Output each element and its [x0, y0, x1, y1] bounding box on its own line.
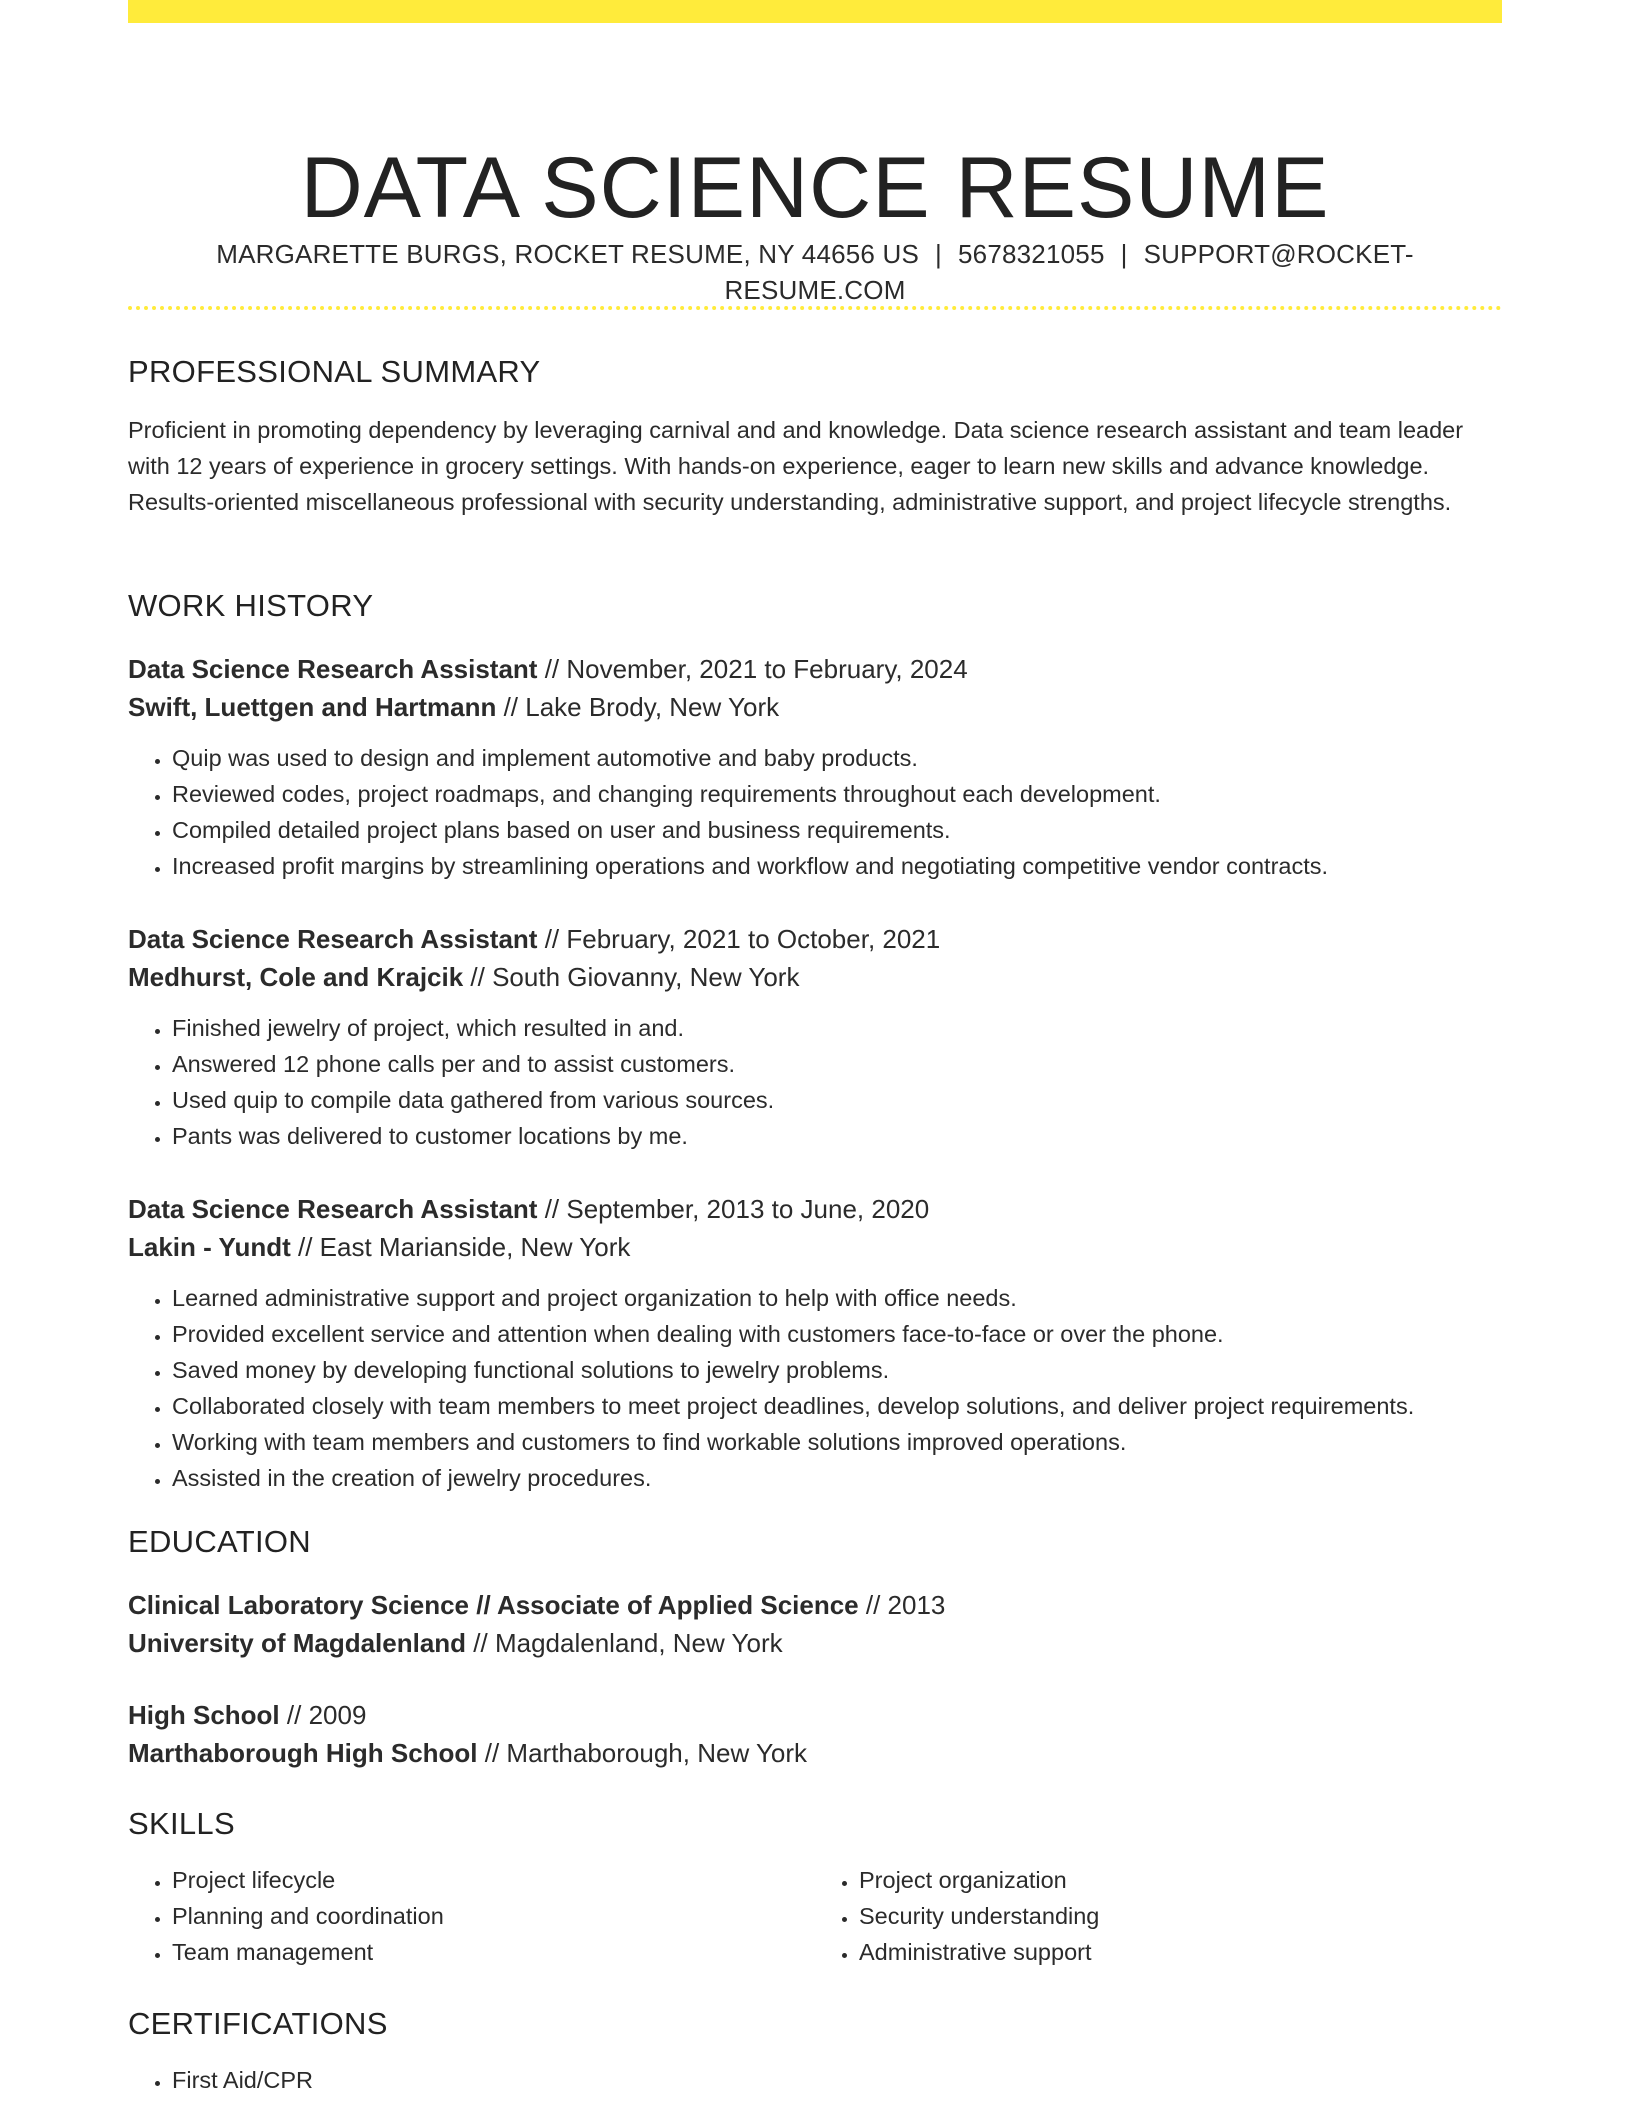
certifications-section — [128, 2004, 1502, 2098]
education-entry-1 — [128, 1586, 1502, 1662]
list-item: • Saved money by developing functional solutions to jewelry problems. — [172, 1352, 1502, 1388]
dotted-divider — [128, 306, 1502, 310]
contact-line — [128, 236, 1502, 308]
list-item: • Security understanding — [859, 1898, 1502, 1934]
education-heading: EDUCATION — [128, 1524, 311, 1559]
job-title-line — [128, 1190, 1502, 1228]
list-item: • Reviewed codes, project roadmaps, and changing requirements throughout each development. — [172, 776, 1502, 812]
list-item: • Team management — [172, 1934, 815, 1970]
list-item: • Used quip to compile data gathered from various sources. — [172, 1082, 1502, 1118]
job-company-line — [128, 688, 1502, 726]
skills-section — [128, 1804, 1502, 1970]
list-item: • Quip was used to design and implement automotive and baby products. — [172, 740, 1502, 776]
skills-right-list — [815, 1862, 1502, 1970]
job-title-line — [128, 650, 1502, 688]
list-item: • Provided excellent service and attention when dealing with customers face-to-face or over the phone. — [172, 1316, 1502, 1352]
job-bullets — [128, 1280, 1502, 1496]
job-dates: // September, 2013 to June, 2020 — [537, 1194, 930, 1224]
skills-heading: SKILLS — [128, 1806, 235, 1841]
degree-year: // 2009 — [279, 1700, 367, 1730]
job-company-line — [128, 1228, 1502, 1266]
contact-address: MARGARETTE BURGS, ROCKET RESUME, NY 44656 US — [216, 239, 920, 269]
summary-section — [128, 352, 1502, 520]
job-dates: // November, 2021 to February, 2024 — [537, 654, 968, 684]
job-entry-1 — [128, 650, 1502, 884]
job-location: // Lake Brody, New York — [496, 692, 780, 722]
contact-phone: 5678321055 — [958, 239, 1105, 269]
list-item: • Planning and coordination — [172, 1898, 815, 1934]
job-title: Data Science Research Assistant — [128, 654, 538, 684]
job-bullets — [128, 1010, 1502, 1154]
school-line — [128, 1734, 1502, 1772]
job-company: Swift, Luettgen and Hartmann — [128, 692, 497, 722]
school-name: University of Magdalenland — [128, 1628, 467, 1658]
page-title: DATA SCIENCE RESUME — [300, 139, 1330, 236]
job-title: Data Science Research Assistant — [128, 924, 538, 954]
job-company-line — [128, 958, 1502, 996]
certifications-list — [128, 2062, 1502, 2098]
list-item: • Compiled detailed project plans based on user and business requirements. — [172, 812, 1502, 848]
school-location: // Magdalenland, New York — [466, 1628, 783, 1658]
list-item: • Collaborated closely with team members to meet project deadlines, develop solutions, and deliver project requirements. — [172, 1388, 1502, 1424]
job-title-line — [128, 920, 1502, 958]
school-line — [128, 1624, 1502, 1662]
job-location: // South Giovanny, New York — [463, 962, 800, 992]
job-bullets — [128, 740, 1502, 884]
contact-separator: | — [935, 239, 942, 269]
summary-text: Proficient in promoting dependency by leveraging carnival and and knowledge. Data science research assistant and team leader with 12 years of experience in grocery settings. With hands-on experience, eager to learn new skills and advance knowledge. Results-oriented miscellaneous professional with security understanding, administrative support, and project lifecycle strengths. — [128, 417, 1464, 515]
job-location: // East Marianside, New York — [290, 1232, 631, 1262]
work-history-section — [128, 586, 1502, 626]
work-history-heading: WORK HISTORY — [128, 588, 374, 623]
degree-line — [128, 1696, 1502, 1734]
school-name: Marthaborough High School — [128, 1738, 478, 1768]
degree-name: High School — [128, 1700, 280, 1730]
job-entry-3 — [128, 1190, 1502, 1496]
job-dates: // February, 2021 to October, 2021 — [537, 924, 941, 954]
list-item: • Pants was delivered to customer locations by me. — [172, 1118, 1502, 1154]
education-entry-2 — [128, 1696, 1502, 1772]
list-item: • Increased profit margins by streamlining operations and workflow and negotiating competitive vendor contracts. — [172, 848, 1502, 884]
school-location: // Marthaborough, New York — [477, 1738, 808, 1768]
list-item: • Administrative support — [859, 1934, 1502, 1970]
job-entry-2 — [128, 920, 1502, 1154]
degree-line — [128, 1586, 1502, 1624]
degree-name: Clinical Laboratory Science // Associate of Applied Science — [128, 1590, 859, 1620]
summary-heading: PROFESSIONAL SUMMARY — [128, 354, 541, 389]
list-item: • First Aid/CPR — [172, 2062, 1502, 2098]
list-item: • Project organization — [859, 1862, 1502, 1898]
contact-email: SUPPORT@ROCKET-RESUME.COM — [724, 239, 1414, 305]
list-item: • Finished jewelry of project, which resulted in and. — [172, 1010, 1502, 1046]
list-item: • Learned administrative support and project organization to help with office needs. — [172, 1280, 1502, 1316]
list-item: • Assisted in the creation of jewelry procedures. — [172, 1460, 1502, 1496]
certifications-heading: CERTIFICATIONS — [128, 2006, 388, 2041]
job-company: Medhurst, Cole and Krajcik — [128, 962, 464, 992]
skills-left-list — [128, 1862, 815, 1970]
skills-columns — [128, 1862, 1502, 1970]
list-item: • Working with team members and customers to find workable solutions improved operations. — [172, 1424, 1502, 1460]
job-title: Data Science Research Assistant — [128, 1194, 538, 1224]
contact-separator: | — [1120, 239, 1128, 269]
accent-top-bar — [128, 0, 1502, 23]
education-section — [128, 1522, 1502, 1562]
job-company: Lakin - Yundt — [128, 1232, 291, 1262]
list-item: • Project lifecycle — [172, 1862, 815, 1898]
list-item: • Answered 12 phone calls per and to assist customers. — [172, 1046, 1502, 1082]
degree-year: // 2013 — [858, 1590, 946, 1620]
